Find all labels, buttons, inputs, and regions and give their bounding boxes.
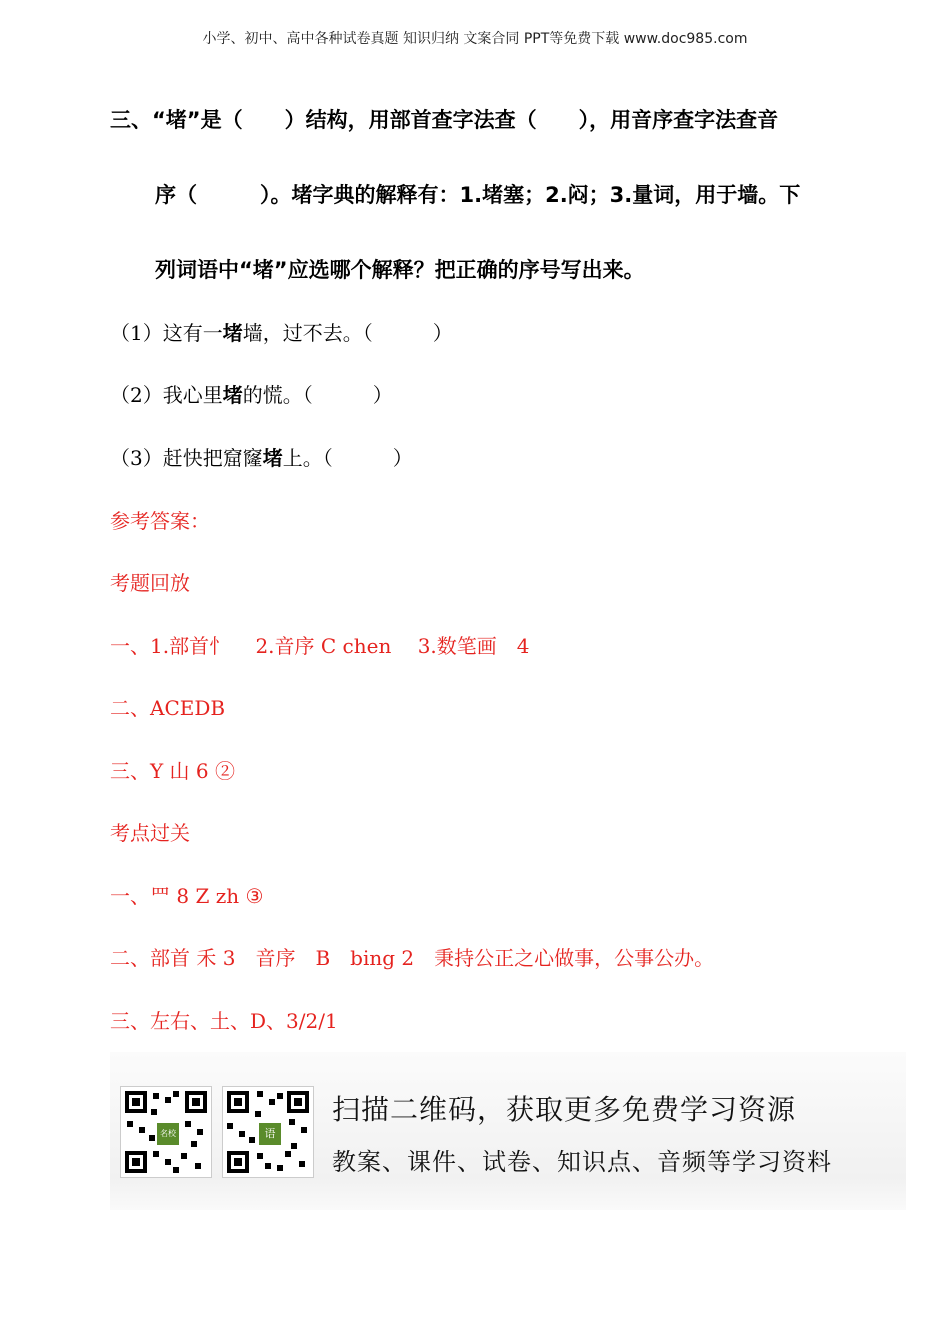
sub-question-suffix: 墙，过不去。（ ）: [242, 321, 453, 345]
answer-line: 三、Y 山 6 ②: [110, 759, 235, 783]
answers-heading: 参考答案：: [110, 509, 210, 533]
page-header: 小学、初中、高中各种试卷真题 知识归纳 文案合同 PPT等免费下载 www.doc985.com: [202, 31, 748, 47]
sub-question-prefix: （3）赶快把窟窿: [110, 446, 263, 470]
qr-badge: 语: [259, 1123, 281, 1145]
sub-question-keyword: 堵: [262, 446, 283, 470]
answers-section-title: 考点过关: [110, 821, 190, 845]
sub-question-keyword: 堵: [222, 383, 243, 407]
question-line-3: 列词语中“堵”应选哪个解释？把正确的序号写出来。: [155, 258, 645, 282]
sub-question-prefix: （1）这有一: [110, 321, 223, 345]
sub-question-1: [110, 317, 453, 346]
answer-line: 二、部首 禾 3 音序 B bing 2 秉持公正之心做事，公事公办。: [110, 946, 715, 970]
qr-code-icon[interactable]: [120, 1086, 212, 1178]
banner-subtitle: 教案、课件、试卷、知识点、音频等学习资料: [332, 1148, 832, 1176]
answer-line: 二、ACEDB: [110, 696, 226, 720]
answer-line: 一、罒 8 Z zh ③: [110, 884, 264, 908]
question-line-2: 序（ ）。堵字典的解释有：1.堵塞；2.闷；3.量词，用于墙。下: [155, 183, 801, 207]
sub-question-2: [110, 379, 393, 408]
banner-title: 扫描二维码，获取更多免费学习资源: [332, 1093, 797, 1126]
answer-line: 三、左右、土、D、3/2/1: [110, 1009, 338, 1033]
promo-banner: [110, 1052, 906, 1210]
sub-question-suffix: 上。（ ）: [282, 446, 413, 470]
qr-badge: 名校: [157, 1123, 179, 1145]
sub-question-keyword: 堵: [222, 321, 243, 345]
sub-question-3: [110, 442, 413, 471]
answer-line: 一、1.部首忄 2.音序 C chen 3.数笔画 4: [110, 634, 530, 658]
sub-question-suffix: 的慌。（ ）: [242, 383, 393, 407]
sub-question-prefix: （2）我心里: [110, 383, 223, 407]
question-line-1: 三、“堵”是（ ）结构，用部首查字法查（ ），用音序查字法查音: [110, 108, 779, 132]
answers-section-title: 考题回放: [110, 571, 190, 595]
qr-code-icon[interactable]: [222, 1086, 314, 1178]
